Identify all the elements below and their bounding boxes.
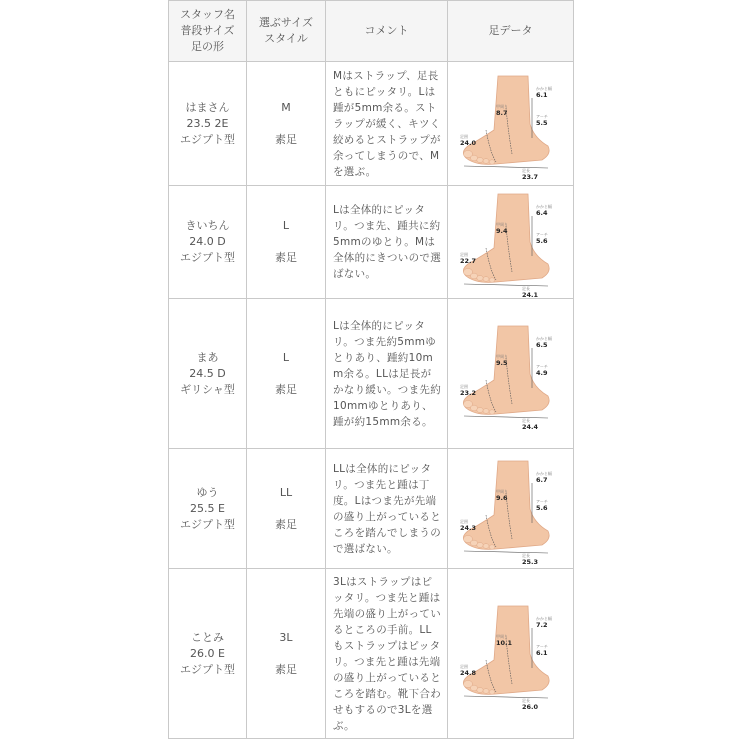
girth-value: 24.0 — [459, 138, 476, 147]
header-row — [169, 1, 574, 62]
foot-data-cell — [448, 569, 574, 739]
style-value: 素足 — [275, 132, 297, 146]
toe-shape — [470, 405, 477, 411]
heel-label: かかと幅 — [535, 204, 552, 209]
instep-value: 9.4 — [495, 227, 508, 235]
toe-shape — [470, 685, 477, 691]
foot-diagram — [456, 68, 566, 180]
length-value: 23.7 — [521, 172, 538, 180]
style-value: 素足 — [275, 517, 297, 531]
size-value: LL — [279, 485, 293, 499]
heel-label: かかと幅 — [535, 470, 552, 476]
header-comment: コメント — [326, 1, 448, 62]
heel-value: 6.1 — [535, 90, 548, 99]
toe-shape — [476, 157, 482, 162]
size-cell — [247, 62, 326, 186]
comment-cell: 3Lはストラップはピッタリ。つま先と踵は先端の盛り上がっているところの手前。LLもストラップはピッタリ。つま先と踵は先端の盛り上がっているところを踏む。靴下合わせもするので3Lを選ぶ。 — [326, 569, 448, 739]
foot-data-cell — [448, 299, 574, 449]
arch-label: アーチ — [535, 643, 548, 649]
style-value: 素足 — [275, 251, 297, 264]
length-label: 足長 — [521, 286, 530, 291]
staff-name-cell: ゆう 25.5 E エジプト型 — [169, 449, 247, 569]
length-line — [464, 416, 548, 418]
arch-label: アーチ — [535, 498, 548, 504]
girth-label: 足囲 — [459, 252, 468, 257]
table-row — [169, 299, 574, 449]
instep-value: 9.5 — [495, 358, 508, 367]
instep-label: 甲周り — [495, 103, 508, 109]
toe-shape — [470, 155, 477, 161]
staff-name-cell: まあ 24.5 D ギリシャ型 — [169, 299, 247, 449]
length-value: 26.0 — [521, 702, 538, 710]
size-cell — [247, 569, 326, 739]
toe-shape — [483, 158, 489, 163]
heel-value: 6.4 — [535, 209, 548, 217]
girth-value: 24.8 — [459, 668, 476, 677]
staff-name-cell: はまさん 23.5 2E エジプト型 — [169, 62, 247, 186]
length-value: 24.1 — [521, 291, 538, 298]
arch-label: アーチ — [535, 232, 548, 237]
instep-value: 9.6 — [495, 493, 508, 502]
length-line — [464, 284, 548, 286]
size-value: M — [281, 100, 291, 114]
toe-shape — [489, 689, 495, 693]
instep-label: 甲周り — [495, 488, 508, 494]
arch-label: アーチ — [535, 113, 548, 119]
size-value: L — [282, 350, 290, 364]
header-staff-name: スタッフ名 普段サイズ 足の形 — [169, 1, 247, 62]
girth-label: 足囲 — [459, 133, 468, 139]
size-value: 3L — [279, 630, 293, 644]
instep-label: 甲周り — [495, 633, 508, 639]
header-chosen-size: 選ぶサイズ スタイル — [247, 1, 326, 62]
foot-diagram — [456, 186, 566, 298]
style-value: 素足 — [275, 662, 297, 676]
length-label: 足長 — [521, 552, 530, 558]
instep-label: 甲周り — [495, 353, 508, 359]
toe-shape — [476, 275, 482, 280]
toe-shape — [489, 409, 495, 413]
foot-data-cell — [448, 62, 574, 186]
foot-data-cell — [448, 449, 574, 569]
length-line — [464, 166, 548, 168]
girth-value: 24.3 — [459, 523, 476, 532]
length-label: 足長 — [521, 697, 530, 703]
arch-value: 5.6 — [535, 237, 548, 245]
length-value: 25.3 — [521, 557, 538, 565]
length-value: 24.4 — [521, 422, 538, 430]
girth-label: 足囲 — [459, 383, 468, 389]
table-row — [169, 62, 574, 186]
heel-label: かかと幅 — [535, 615, 552, 621]
size-cell — [247, 299, 326, 449]
size-cell — [247, 186, 326, 299]
heel-value: 6.7 — [535, 475, 548, 484]
toe-shape — [483, 408, 489, 413]
toe-shape — [489, 278, 495, 282]
length-line — [464, 696, 548, 698]
heel-label: かかと幅 — [535, 335, 552, 341]
toe-shape — [476, 407, 482, 412]
toe-shape — [470, 540, 477, 546]
length-line — [464, 551, 548, 553]
table-row — [169, 569, 574, 739]
size-value: L — [282, 219, 290, 232]
table-row — [169, 186, 574, 299]
girth-label: 足囲 — [459, 518, 468, 524]
girth-value: 23.2 — [459, 388, 476, 397]
instep-value: 10.1 — [495, 638, 512, 647]
staff-name-cell: ことみ 26.0 E エジプト型 — [169, 569, 247, 739]
toe-shape — [489, 544, 495, 548]
girth-label: 足囲 — [459, 663, 468, 669]
heel-value: 7.2 — [535, 620, 548, 629]
toe-shape — [483, 688, 489, 693]
size-cell — [247, 449, 326, 569]
foot-data-cell — [448, 186, 574, 299]
arch-label: アーチ — [535, 363, 548, 369]
foot-diagram — [456, 318, 566, 430]
size-comparison-table — [168, 0, 574, 739]
instep-label: 甲周り — [495, 222, 508, 227]
style-value: 素足 — [275, 382, 297, 396]
instep-value: 8.7 — [495, 108, 508, 117]
comment-cell: Lは全体的にピッタリ。つま先約5mmゆとりあり、踵約10mm余る。LLは足長がかなり緩い。つま先約10mmゆとりあり、踵が約15mm余る。 — [326, 299, 448, 449]
arch-value: 5.5 — [535, 118, 548, 127]
length-label: 足長 — [521, 167, 530, 173]
arch-value: 4.9 — [535, 368, 548, 377]
heel-label: かかと幅 — [535, 85, 552, 91]
table-row — [169, 449, 574, 569]
foot-diagram — [456, 598, 566, 710]
toe-shape — [476, 542, 482, 547]
comment-cell: Mはストラップ、足長ともにピッタリ。Lは踵が5mm余る。ストラップが緩く、キツく絞めるとストラップが余ってしまうので、Mを選ぶ。 — [326, 62, 448, 186]
toe-shape — [470, 273, 477, 279]
girth-value: 22.7 — [459, 257, 476, 265]
header-foot-data: 足データ — [448, 1, 574, 62]
toe-shape — [483, 543, 489, 548]
length-label: 足長 — [521, 417, 530, 423]
heel-value: 6.5 — [535, 340, 548, 349]
comment-cell: LLは全体的にピッタリ。つま先と踵は丁度。Lはつま先が先端の盛り上がっているところを踏んでしまうので選ばない。 — [326, 449, 448, 569]
comment-cell: Lは全体的にピッタリ。つま先、踵共に約5mmのゆとり。Mは全体的にきついので選ばない。 — [326, 186, 448, 299]
staff-name-cell: きいちん 24.0 D エジプト型 — [169, 186, 247, 299]
arch-value: 5.6 — [535, 503, 548, 512]
foot-diagram — [456, 453, 566, 565]
toe-shape — [483, 277, 489, 282]
toe-shape — [489, 159, 495, 163]
toe-shape — [476, 687, 482, 692]
arch-value: 6.1 — [535, 648, 548, 657]
